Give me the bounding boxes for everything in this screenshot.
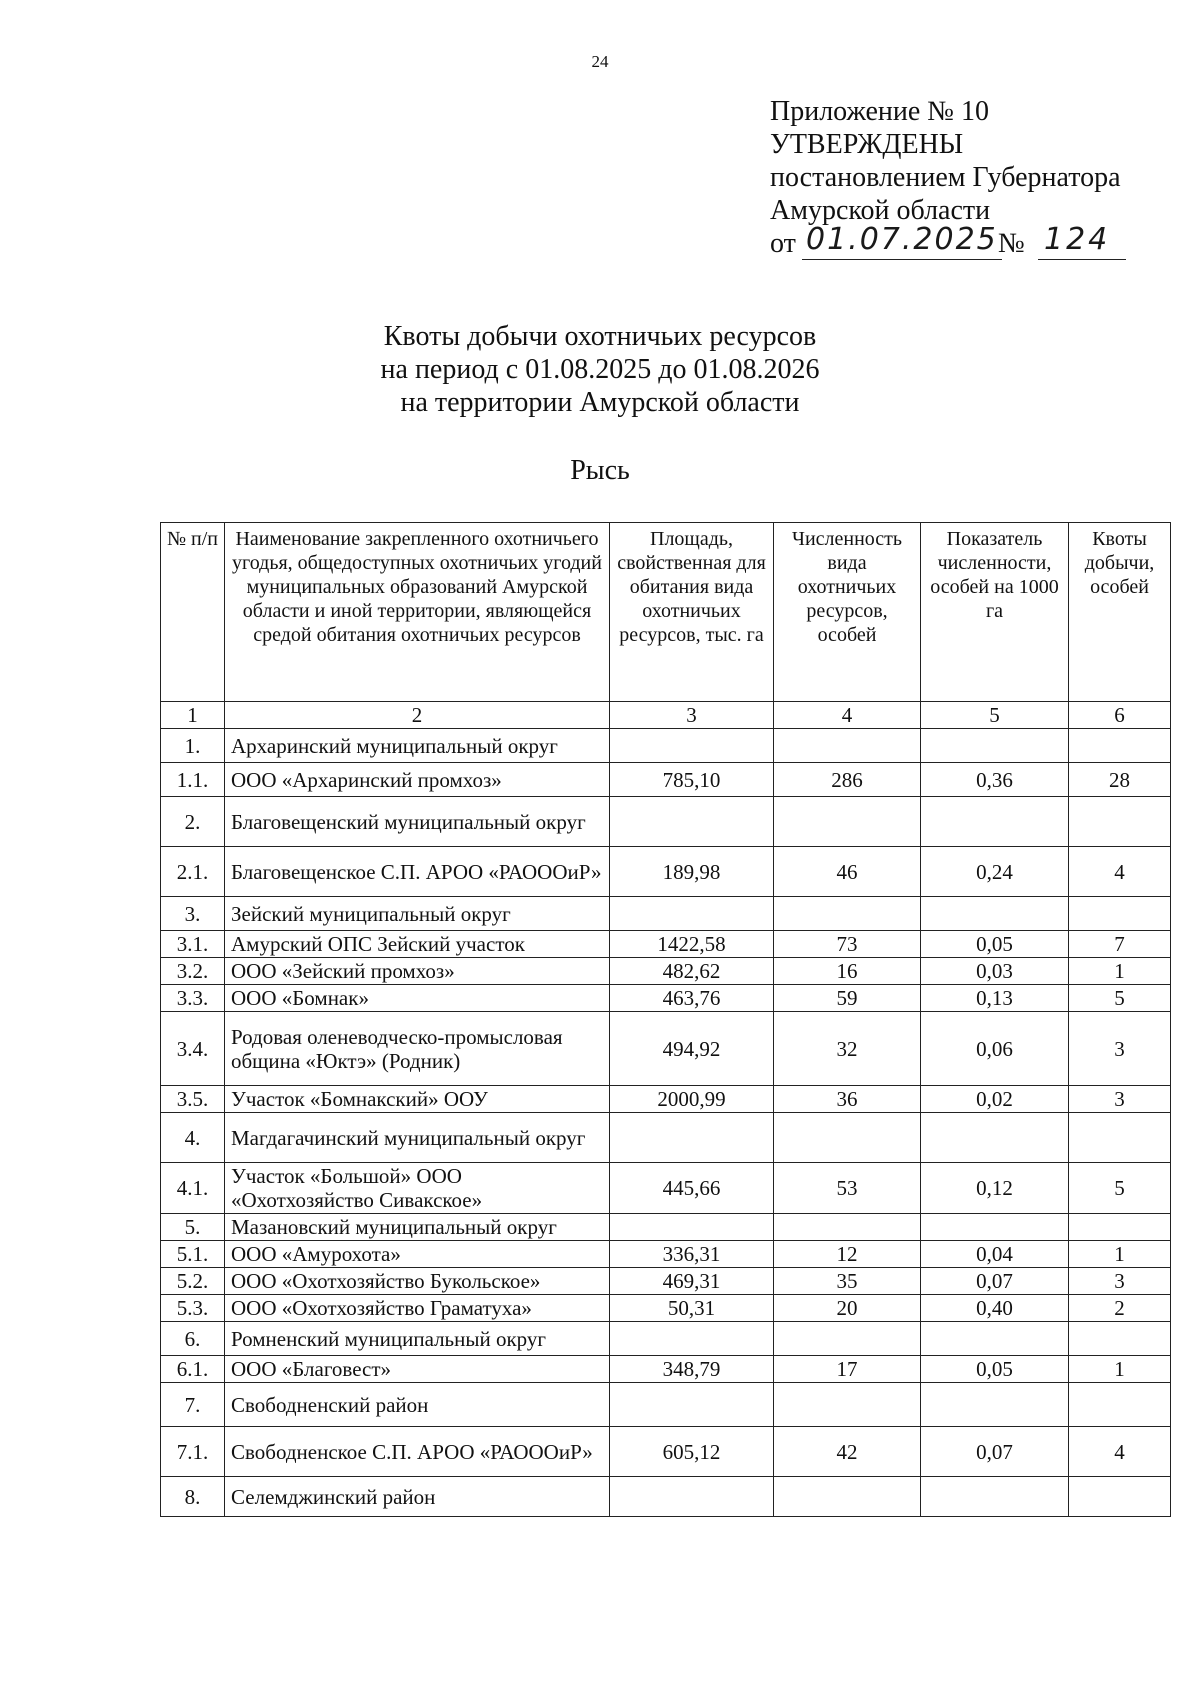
header-count: Численность вида охотничьих ресурсов, особей [774,523,921,702]
row-area: 336,31 [610,1241,774,1268]
row-index: 0,12 [921,1163,1069,1214]
header-quota: Квоты добычи, особей [1069,523,1171,702]
row-number: 5.1. [161,1241,225,1268]
row-name: Магдагачинский муниципальный округ [225,1113,610,1163]
row-number: 3.3. [161,985,225,1012]
row-quota: 4 [1069,847,1171,897]
row-index [921,1214,1069,1241]
row-number: 5.2. [161,1268,225,1295]
row-count: 46 [774,847,921,897]
row-number: 3.2. [161,958,225,985]
row-count [774,1214,921,1241]
row-number: 5.3. [161,1295,225,1322]
table-row [161,931,1171,958]
table-row [161,897,1171,931]
handwritten-number [1038,222,1126,260]
row-name: Зейский муниципальный округ [225,897,610,931]
header-num: № п/п [161,523,225,702]
row-index [921,729,1069,763]
row-number: 7.1. [161,1427,225,1477]
colnum-2: 2 [225,702,610,729]
row-area [610,1214,774,1241]
row-quota [1069,729,1171,763]
row-count: 20 [774,1295,921,1322]
row-count [774,729,921,763]
row-index: 0,24 [921,847,1069,897]
row-count: 36 [774,1086,921,1113]
row-index: 0,07 [921,1427,1069,1477]
colnum-1: 1 [161,702,225,729]
row-area: 463,76 [610,985,774,1012]
row-area [610,1113,774,1163]
row-quota: 7 [1069,931,1171,958]
table-row [161,1295,1171,1322]
colnum-5: 5 [921,702,1069,729]
row-count: 35 [774,1268,921,1295]
header-index: Показатель численности, особей на 1000 га [921,523,1069,702]
row-name: Архаринский муниципальный округ [225,729,610,763]
title-line-3: на территории Амурской области [400,387,800,418]
row-area: 2000,99 [610,1086,774,1113]
row-quota: 3 [1069,1012,1171,1086]
approved-region: Амурской области [770,195,991,226]
table-row [161,763,1171,797]
row-index: 0,40 [921,1295,1069,1322]
row-name: ООО «Благовест» [225,1356,610,1383]
row-area: 494,92 [610,1012,774,1086]
colnum-6: 6 [1069,702,1171,729]
row-count: 42 [774,1427,921,1477]
row-number: 7. [161,1383,225,1427]
table-row [161,1427,1171,1477]
row-area: 348,79 [610,1356,774,1383]
title-line-2: на период с 01.08.2025 до 01.08.2026 [380,354,820,385]
row-name: ООО «Бомнак» [225,985,610,1012]
row-number: 3.1. [161,931,225,958]
row-name: Ромненский муниципальный округ [225,1322,610,1356]
row-number: 1. [161,729,225,763]
row-area: 50,31 [610,1295,774,1322]
row-count [774,1113,921,1163]
row-name: ООО «Охотхозяйство Граматуха» [225,1295,610,1322]
colnum-3: 3 [610,702,774,729]
row-count [774,797,921,847]
approval-block [770,95,1121,260]
table-row [161,1012,1171,1086]
row-name: Мазановский муниципальный округ [225,1214,610,1241]
row-quota: 1 [1069,958,1171,985]
row-name: Селемджинский район [225,1477,610,1517]
row-count: 12 [774,1241,921,1268]
row-quota [1069,1383,1171,1427]
approved-by: постановлением Губернатора [770,162,1121,193]
row-area: 482,62 [610,958,774,985]
row-count: 32 [774,1012,921,1086]
table-row [161,1163,1171,1214]
row-index: 0,05 [921,931,1069,958]
handwritten-number-text: 124 [1044,222,1111,257]
table-row [161,1322,1171,1356]
number-label: № [998,228,1025,259]
row-quota: 2 [1069,1295,1171,1322]
table-row [161,1086,1171,1113]
table-row [161,1214,1171,1241]
document-title [0,320,1200,419]
row-number: 1.1. [161,763,225,797]
row-number: 8. [161,1477,225,1517]
handwritten-date [802,222,1002,260]
row-count: 286 [774,763,921,797]
row-index: 0,07 [921,1268,1069,1295]
row-quota [1069,1214,1171,1241]
row-index [921,1383,1069,1427]
row-area [610,797,774,847]
row-quota [1069,1477,1171,1517]
row-name: Участок «Большой» ООО «Охотхозяйство Сивакское» [225,1163,610,1214]
row-number: 2. [161,797,225,847]
header-area: Площадь, свойственная для обитания вида охотничьих ресурсов, тыс. га [610,523,774,702]
table-row [161,1356,1171,1383]
row-name: Благовещенское С.П. АРОО «РАОООиР» [225,847,610,897]
row-area: 445,66 [610,1163,774,1214]
row-index: 0,06 [921,1012,1069,1086]
row-area: 469,31 [610,1268,774,1295]
row-quota: 5 [1069,985,1171,1012]
row-area: 189,98 [610,847,774,897]
row-quota [1069,1113,1171,1163]
date-prefix: от [770,228,796,259]
table-row [161,1268,1171,1295]
row-index [921,797,1069,847]
row-area: 785,10 [610,763,774,797]
appendix-number: Приложение № 10 [770,96,989,127]
row-quota [1069,797,1171,847]
row-index: 0,03 [921,958,1069,985]
row-number: 3. [161,897,225,931]
row-number: 2.1. [161,847,225,897]
table-row [161,797,1171,847]
table-row [161,958,1171,985]
handwritten-date-text: 01.07.2025 [806,222,998,257]
approved-label: УТВЕРЖДЕНЫ [770,129,964,160]
row-name: ООО «Охотхозяйство Букольское» [225,1268,610,1295]
row-quota: 3 [1069,1086,1171,1113]
species-title: Рысь [570,455,630,486]
row-count [774,1477,921,1517]
header-name: Наименование закрепленного охотничьего угодья, общедоступных охотничьих угодий муниципальных образований Амурской области и иной территории, являющейся средой обитания охотничьих ресурсов [225,523,610,702]
row-area [610,1477,774,1517]
row-index: 0,13 [921,985,1069,1012]
row-count: 53 [774,1163,921,1214]
row-name: Благовещенский муниципальный округ [225,797,610,847]
title-line-1: Квоты добычи охотничьих ресурсов [383,321,817,352]
row-area: 1422,58 [610,931,774,958]
row-count: 59 [774,985,921,1012]
row-name: Участок «Бомнакский» ООУ [225,1086,610,1113]
table-row [161,847,1171,897]
row-count [774,1383,921,1427]
row-index [921,1477,1069,1517]
column-number-row [161,702,1171,729]
row-count [774,897,921,931]
table-row [161,1113,1171,1163]
table-row [161,1241,1171,1268]
row-name: ООО «Зейский промхоз» [225,958,610,985]
quota-table [160,522,1171,1517]
row-area: 605,12 [610,1427,774,1477]
row-area [610,729,774,763]
row-number: 4. [161,1113,225,1163]
row-number: 3.5. [161,1086,225,1113]
row-quota: 4 [1069,1427,1171,1477]
row-area [610,1383,774,1427]
row-number: 4.1. [161,1163,225,1214]
row-index: 0,02 [921,1086,1069,1113]
row-quota [1069,1322,1171,1356]
row-index: 0,05 [921,1356,1069,1383]
row-area [610,1322,774,1356]
table-header-row [161,523,1171,702]
row-number: 6.1. [161,1356,225,1383]
table-row [161,1383,1171,1427]
row-name: Свободненский район [225,1383,610,1427]
row-count [774,1322,921,1356]
row-name: Амурский ОПС Зейский участок [225,931,610,958]
table-row [161,1477,1171,1517]
row-quota [1069,897,1171,931]
row-index [921,897,1069,931]
colnum-4: 4 [774,702,921,729]
row-number: 5. [161,1214,225,1241]
row-count: 16 [774,958,921,985]
row-name: ООО «Амурохота» [225,1241,610,1268]
row-quota: 1 [1069,1356,1171,1383]
row-index: 0,04 [921,1241,1069,1268]
row-count: 73 [774,931,921,958]
row-quota: 1 [1069,1241,1171,1268]
row-index [921,1322,1069,1356]
row-number: 6. [161,1322,225,1356]
table-body [161,729,1171,1517]
row-number: 3.4. [161,1012,225,1086]
table-row [161,729,1171,763]
row-name: ООО «Архаринский промхоз» [225,763,610,797]
row-index [921,1113,1069,1163]
row-count: 17 [774,1356,921,1383]
row-area [610,897,774,931]
row-quota: 28 [1069,763,1171,797]
row-quota: 5 [1069,1163,1171,1214]
row-name: Родовая оленеводческо-промысловая община «Юктэ» (Родник) [225,1012,610,1086]
decree-date-number [770,222,1121,260]
row-quota: 3 [1069,1268,1171,1295]
table-row [161,985,1171,1012]
page-number: 24 [591,52,609,71]
row-name: Свободненское С.П. АРОО «РАОООиР» [225,1427,610,1477]
row-index: 0,36 [921,763,1069,797]
